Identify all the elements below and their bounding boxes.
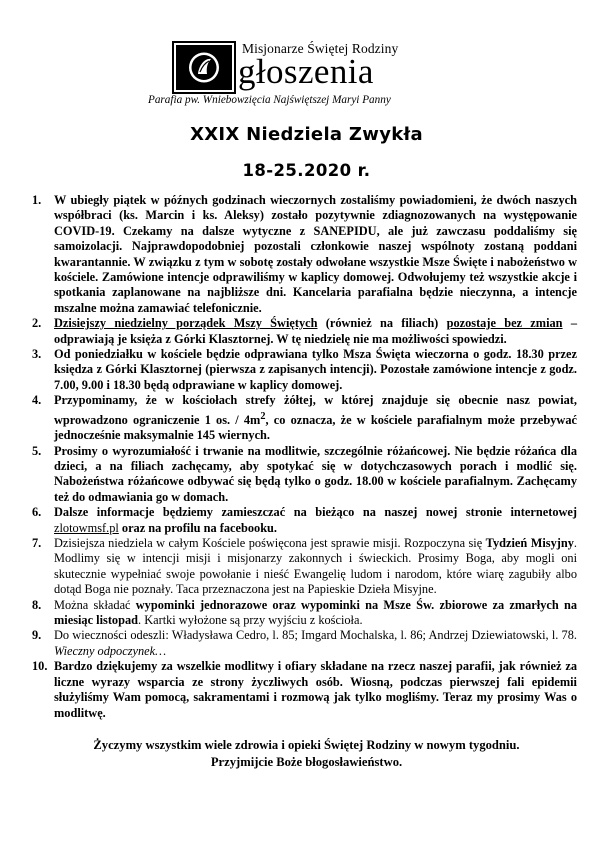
item-text: Dzisiejszy niedzielny porządek Mszy Świętych [54, 316, 318, 331]
item-text: Tydzień Misyjny [485, 536, 574, 551]
item-text: pozostaje bez zmian [446, 316, 563, 331]
item-text: Wieczny odpoczynek… [54, 643, 167, 658]
list-item [32, 628, 577, 659]
item-number: 4. [32, 393, 42, 408]
item-text: Do wieczności odeszli: Władysława Cedro, l. 85; Imgard Mochalska, l. 86; Andrzej Dziewiatowski, l. 78. [54, 628, 577, 643]
item-text: W ubiegły piątek w późnych godzinach wieczornych zostaliśmy powiadomieni, że dwóch naszych współbraci (ks. Marcin i ks. Aleksy) zostało pozytywnie zdiagnozowanych na występowanie COVID-19. Czekamy na dalsze wytyczne z SANEPIDU, ale już zawczasu poddaliśmy się samoizolacji. Najprawdopodobniej pozostali członkowie naszej wspólnoty zostaną poddani kwarantannie. W związku z tym w sobotę zostały odwołane wszystkie Msze Święte i nabożeństwo w kościele. Zamówione intencje odprawiliśmy w kaplicy domowej. Odwołujemy też wszystkie akcje i spotkania zaplanowane na najbliższe dni. Kancelaria parafialna będzie nieczynna, a intencje mszalne można zamawiać telefonicznie. [54, 193, 577, 315]
closing-blessing [0, 737, 613, 771]
item-number: 2. [32, 316, 42, 331]
item-number: 3. [32, 347, 42, 362]
holy-family-logo-icon [172, 41, 236, 94]
item-text: (również na filiach) [317, 316, 447, 331]
date-range: 18-25.2020 r. [242, 161, 371, 180]
item-text: . Kartki wyłożone są przy wyjściu z kościoła. [138, 613, 363, 628]
website-link[interactable]: zlotowmsf.pl [54, 520, 119, 535]
list-item [32, 193, 577, 316]
item-number: 9. [32, 628, 42, 643]
item-text: Dzisiejsza niedziela w całym Kościele poświęcona jest sprawie misji. Rozpoczyna się [54, 536, 486, 551]
item-text: Przypominamy, że w kościołach strefy żółtej, w której znajduje się obecnie nasz powiat, wprowadzono ograniczenie 1 os. / 4m [54, 393, 577, 427]
item-number: 10. [32, 659, 48, 674]
item-text: oraz na profilu na facebooku. [118, 520, 278, 535]
item-text: 2 [260, 410, 266, 422]
closing-line: Przyjmijcie Boże błogosławieństwo. [210, 755, 403, 769]
item-text: . Modlimy się w intencji misji i misjonarzy zakonnych i świeckich. Prosimy Boga, aby mogli oni skutecznie wypełniać swoje powołanie i nieść Ewangelię ludom i narodom, które wiarę zagubiły albo dotąd Boga nie poznały. Taca przeznaczona jest na Papieskie Dzieła Misyjne. [54, 536, 577, 597]
item-text: Bardzo dziękujemy za wszelkie modlitwy i ofiary składane na rzecz naszej parafii, jak również za liczne wyrazy wsparcia ze strony życzliwych osób. Wiosną, podczas pierwszej fali epidemii służyliśmy Wam pomocą, sakramentami i rozmową jak tylko mogliśmy. Teraz my prosimy Was o modlitwę. [54, 659, 577, 720]
item-number: 6. [32, 505, 42, 520]
list-item [32, 598, 577, 629]
list-item [32, 347, 577, 393]
item-text: Można składać [54, 597, 136, 612]
list-item [32, 659, 577, 721]
item-text: Dalsze informacje będziemy zamieszczać na bieżąco na naszej nowej stronie internetowej [54, 505, 577, 520]
list-item [32, 536, 577, 598]
list-item [32, 444, 577, 506]
closing-line: Życzymy wszystkim wiele zdrowia i opieki Świętej Rodziny w nowym tygodniu. [93, 738, 520, 752]
page-title: XXIX Niedziela Zwykła [190, 124, 423, 145]
item-text: Od poniedziałku w kościele będzie odprawiana tylko Msza Święta wieczorna o godz. 18.30 przez księdza z Górki Klasztornej (pierwsza z zapisanych intencji). Pozostałe zamówione intencje z godz. 7.00, 9.00 i 18.30 będą odprawiane w kaplicy domowej. [54, 347, 577, 392]
list-item [32, 393, 577, 443]
announcements-list [32, 193, 577, 721]
item-text: , co oznacza, że w kościele parafialnym może przebywać jednocześnie maksymalnie 145 wiernych. [54, 412, 577, 443]
bulletin-header [148, 37, 472, 107]
item-number: 8. [32, 597, 42, 612]
organization-name: Misjonarze Świętej Rodziny [242, 41, 399, 56]
bulletin-brand-title: głoszenia [238, 52, 374, 91]
item-text: – odprawiają je księża z Górki Klasztornej. W tę niedzielę nie ma możliwości spowiedzi. [54, 316, 577, 346]
item-number: 1. [32, 193, 42, 207]
item-text: Prosimy o wyrozumiałość i trwanie na modlitwie, szczególnie różańcowej. Nie będzie różańca dla dzieci, a na filiach zachęcamy, aby spotykać się w dotychczasowych porach i modlić się. Nabożeństwa różańcowe odbywać się będą tylko o godz. 18.00 w kościele parafialnym. Zachęcamy też do odmawiania go w domach. [54, 443, 577, 504]
item-text: wypominki jednorazowe oraz wypominki na Msze Św. zbiorowe za zmarłych na miesiąc listopad [54, 597, 578, 628]
parish-name: Parafia pw. Wniebowzięcia Najświętszej Maryi Panny [148, 94, 391, 106]
list-item [32, 505, 577, 536]
item-number: 5. [32, 443, 42, 458]
item-number: 7. [32, 536, 42, 551]
list-item [32, 316, 577, 347]
